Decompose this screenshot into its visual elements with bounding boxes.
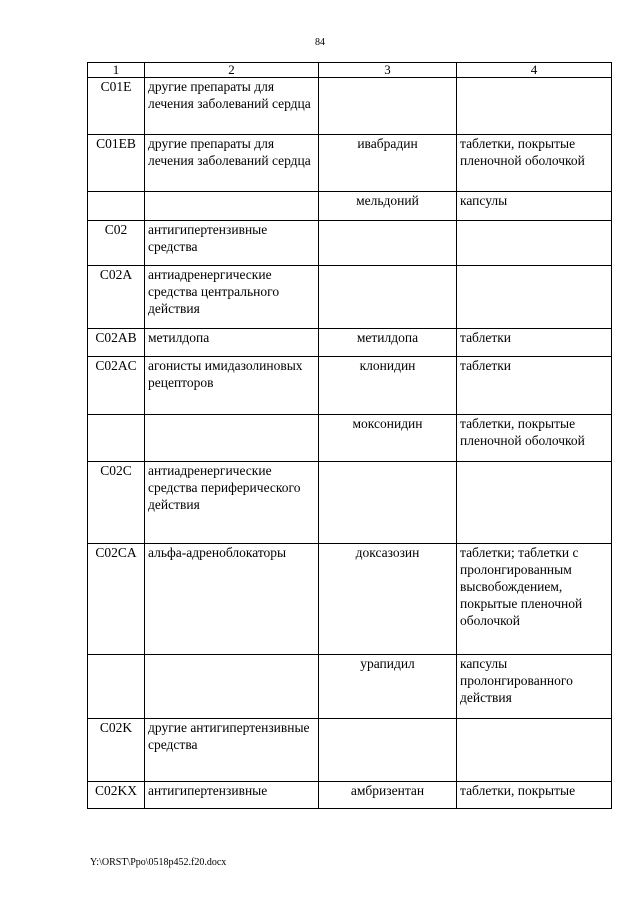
dosage-form xyxy=(457,719,612,782)
table-row xyxy=(88,135,612,192)
header-cell-4: 4 xyxy=(457,63,612,78)
atc-code: C01EB xyxy=(88,135,145,192)
group-description: метилдопа xyxy=(145,329,319,357)
atc-code: C01E xyxy=(88,78,145,135)
table-header-row xyxy=(88,63,612,78)
drug-name: мельдоний xyxy=(319,192,457,221)
table-row xyxy=(88,415,612,462)
group-description xyxy=(145,415,319,462)
table-row xyxy=(88,655,612,719)
drug-name xyxy=(319,266,457,329)
drug-name: доксазозин xyxy=(319,544,457,655)
group-description xyxy=(145,655,319,719)
table-row xyxy=(88,544,612,655)
drug-name xyxy=(319,78,457,135)
drug-name: урапидил xyxy=(319,655,457,719)
medication-table xyxy=(87,62,612,809)
table-row xyxy=(88,221,612,266)
group-description: антигипертензивные xyxy=(145,782,319,809)
group-description: агонисты имидазолиновых рецепторов xyxy=(145,357,319,415)
header-cell-2: 2 xyxy=(145,63,319,78)
dosage-form: таблетки, покрытые xyxy=(457,782,612,809)
atc-code xyxy=(88,415,145,462)
file-path-footer: Y:\ORST\Ppo\0518p452.f20.docx xyxy=(90,857,227,868)
group-description xyxy=(145,192,319,221)
atc-code: C02CA xyxy=(88,544,145,655)
atc-code: C02AC xyxy=(88,357,145,415)
dosage-form: таблетки xyxy=(457,329,612,357)
table-row xyxy=(88,329,612,357)
dosage-form: таблетки xyxy=(457,357,612,415)
dosage-form: капсулы xyxy=(457,192,612,221)
group-description: другие антигипертензивные средства xyxy=(145,719,319,782)
group-description: альфа-адреноблокаторы xyxy=(145,544,319,655)
group-description: другие препараты для лечения заболеваний сердца xyxy=(145,78,319,135)
group-description: антигипертензивные средства xyxy=(145,221,319,266)
header-cell-1: 1 xyxy=(88,63,145,78)
dosage-form: таблетки; таблетки с пролонгированным высвобождением, покрытые пленочной оболочкой xyxy=(457,544,612,655)
group-description: антиадренергические средства центрального действия xyxy=(145,266,319,329)
atc-code xyxy=(88,655,145,719)
table-row xyxy=(88,719,612,782)
dosage-form xyxy=(457,78,612,135)
dosage-form xyxy=(457,462,612,544)
atc-code: C02 xyxy=(88,221,145,266)
drug-name: метилдопа xyxy=(319,329,457,357)
atc-code: C02K xyxy=(88,719,145,782)
header-cell-3: 3 xyxy=(319,63,457,78)
drug-name xyxy=(319,719,457,782)
atc-code: C02A xyxy=(88,266,145,329)
atc-code: C02KX xyxy=(88,782,145,809)
dosage-form xyxy=(457,221,612,266)
drug-name xyxy=(319,221,457,266)
table-row xyxy=(88,78,612,135)
page-number: 84 xyxy=(315,37,325,48)
group-description: антиадренергические средства периферического действия xyxy=(145,462,319,544)
dosage-form: таблетки, покрытые пленочной оболочкой xyxy=(457,415,612,462)
atc-code xyxy=(88,192,145,221)
dosage-form: таблетки, покрытые пленочной оболочкой xyxy=(457,135,612,192)
drug-name: амбризентан xyxy=(319,782,457,809)
atc-code: C02C xyxy=(88,462,145,544)
drug-name xyxy=(319,462,457,544)
drug-name: клонидин xyxy=(319,357,457,415)
group-description: другие препараты для лечения заболеваний сердца xyxy=(145,135,319,192)
drug-name: ивабрадин xyxy=(319,135,457,192)
dosage-form: капсулы пролонгированного действия xyxy=(457,655,612,719)
table-row xyxy=(88,192,612,221)
dosage-form xyxy=(457,266,612,329)
table-row xyxy=(88,266,612,329)
table-row xyxy=(88,462,612,544)
drug-name: моксонидин xyxy=(319,415,457,462)
table-row xyxy=(88,357,612,415)
atc-code: C02AB xyxy=(88,329,145,357)
table-row xyxy=(88,782,612,809)
